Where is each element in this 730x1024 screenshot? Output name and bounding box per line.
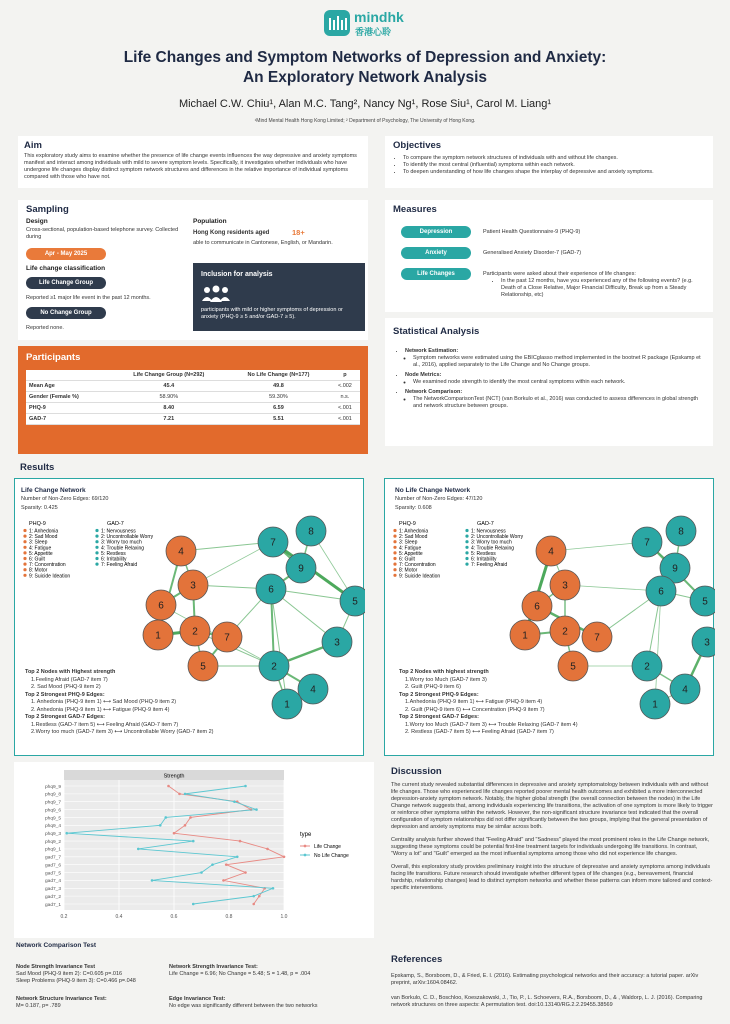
legend-marker [23, 529, 26, 532]
legend-marker [393, 568, 396, 571]
data-point [173, 832, 176, 835]
node-label: 8 [308, 526, 314, 538]
legend-item: 4: Fatigue [29, 545, 52, 552]
references-section [391, 954, 713, 1009]
x-tick-label: 0.8 [225, 914, 233, 920]
y-tick-label: gad7_2 [44, 894, 61, 900]
x-tick-label: 0.2 [60, 914, 68, 920]
legend-marker [23, 540, 26, 543]
legend-label: Life Change [314, 844, 341, 850]
legend-item: 5: Restless [101, 550, 126, 557]
legend-item: 4: Trouble Relaxing [471, 545, 515, 552]
depression-text: Patient Health Questionnaire-9 (PHQ-9) [483, 229, 581, 235]
no-change-network-card [384, 478, 714, 756]
node-label: 4 [548, 546, 554, 558]
design-text: Cross-sectional, population-based telephone survey. Collected during [26, 227, 179, 240]
legend-item: 8: Motor [399, 567, 418, 574]
node-label: 4 [682, 684, 688, 696]
legend-item: 7: Concentration [29, 562, 66, 569]
legend-marker [465, 557, 468, 560]
lc-sparsity: Sparsity: 0.425 [21, 505, 58, 511]
data-point [184, 824, 187, 827]
table-row: GAD-7 7.21 5.51 <.001 [26, 414, 360, 425]
discussion-title: Discussion [391, 766, 442, 777]
node-label: 9 [298, 563, 304, 575]
pop-text1: Hong Kong residents aged [193, 230, 270, 236]
aim-card [18, 136, 368, 188]
node-label: 3 [562, 580, 568, 592]
y-tick-label: gad7_4 [44, 879, 61, 885]
data-point [225, 863, 228, 866]
node-label: 7 [270, 537, 276, 549]
y-tick-label: gad7_7 [44, 855, 61, 861]
pop-label: Population [193, 218, 227, 225]
measures-title: Measures [393, 204, 437, 215]
node-label: 1 [652, 699, 658, 711]
legend-marker [23, 546, 26, 549]
stats-head: • Network Estimation: [405, 348, 707, 355]
legend-marker [393, 551, 396, 554]
x-tick-label: 1.0 [280, 914, 288, 920]
legend-item: 4: Fatigue [399, 545, 422, 552]
stats-title: Statistical Analysis [393, 326, 480, 337]
depression-pill: Depression [401, 226, 471, 238]
nct-section [16, 942, 376, 1022]
data-point [233, 800, 236, 803]
legend-marker [23, 551, 26, 554]
data-point [211, 863, 214, 866]
life-changes-bullet-item: • In the past 12 months, have you experienced any of the following events? (e.g. Death of a Close Relative, Major Financial Difficulty, Break up from a Steady Relationship, etc) [501, 278, 706, 299]
discussion-p2: Centrality analysis further showed that "Feeling Afraid" and "Sadness" played the most prominent roles in the Life Change network, suggesting these symptoms could be potential first-line treatment targets for individuals undergoing life transitions. In contrast, "Worry a lot" and "Guilt" emerged as the most influential symptoms among those who did not experience life changes. [391, 837, 710, 857]
aim-text: This exploratory study aims to examine whether the presence of life change events influences the way depressive and anxiety symptoms manifest and interact among individuals with mild to severe symptom levels. Specifically, it investigates whether individuals who have undergone life changes display distinct symptom network structures and differences in the relative importance of individual symptoms compared with those who have not. [24, 153, 357, 180]
legend-marker [465, 546, 468, 549]
legend-marker [393, 535, 396, 538]
legend-item: 2: Uncontrollable Worry [101, 534, 154, 541]
gs-title: Network Strength Invariance Test: [169, 964, 258, 970]
lc-gad-edge: 1.Restless (GAD-7 item 5) ⟷ Feeling Afraid (GAD-7 item 7) [31, 721, 179, 728]
legend-marker [23, 535, 26, 538]
legend-item: 1: Nervousness [101, 528, 136, 535]
y-tick-label: gad7_5 [44, 871, 61, 877]
node-label: 1 [284, 699, 290, 711]
objectives-card [385, 136, 713, 188]
data-point [184, 793, 187, 796]
affiliations: ¹Mind Mental Health Hong Kong Limited; ² Department of Psychology, The University of Hong Kong. [254, 118, 476, 124]
legend-marker [393, 529, 396, 532]
node-label: 2 [562, 626, 568, 638]
nc-gad-edge: 1.Worry too Much (GAD-7 item 3) ⟷ Trouble Relaxing (GAD-7 item 4) [405, 721, 578, 728]
logo-name: mindhk [354, 9, 404, 25]
data-point [192, 903, 195, 906]
data-point [252, 903, 255, 906]
lc-phq-title: Top 2 Strongest PHQ-9 Edges: [25, 691, 105, 698]
table-header: Life Change Group (N=292) [110, 370, 227, 381]
y-tick-label: phq9_5 [44, 816, 61, 822]
authors: Michael C.W. Chiu¹, Alan M.C. Tang², Nancy Ng¹, Rose Siu¹, Carol M. Liang¹ [178, 98, 552, 110]
anxiety-pill: Anxiety [401, 247, 471, 259]
strength-chart [14, 762, 374, 938]
legend-item: 8: Motor [29, 567, 48, 574]
data-point [239, 840, 242, 843]
node-label: 5 [200, 661, 206, 673]
life-change-network-card [14, 478, 364, 756]
data-point [164, 816, 167, 819]
sampling-title: Sampling [26, 204, 69, 215]
objective-item: • To identify the most central (influential) symptoms within each network. [403, 162, 708, 169]
nc-top-nodes-title: Top 2 Nodes with highest strength [399, 669, 489, 675]
legend-item: 2: Sad Mood [29, 534, 58, 541]
data-point [159, 824, 162, 827]
legend-item: 7: Concentration [399, 562, 436, 569]
legend-title: type [300, 832, 312, 838]
y-tick-label: phq9_7 [44, 800, 61, 806]
reference-item: Epskamp, S., Borsboom, D., & Fried, E. I. (2016). Estimating psychological networks and their accuracy: a tutorial paper. arXiv preprint, arXiv:1604.08462. [391, 973, 699, 986]
legend-item: 4: Trouble Relaxing [101, 545, 145, 552]
legend-marker [23, 568, 26, 571]
legend-item: 3: Worry too much [101, 539, 142, 546]
page-title [0, 48, 730, 88]
lcc-label: Life change classification [26, 265, 106, 272]
node-label: 2 [644, 661, 650, 673]
age-badge: 18+ [292, 228, 305, 237]
gs-result: Life Change = 6.96; No Change = 5.48; S = 1.48, p = .004 [169, 971, 311, 977]
legend-item: 2: Sad Mood [399, 534, 428, 541]
nc-top-node: 1.Worry too Much (GAD-7 item 3) [405, 676, 487, 683]
node-label: 5 [570, 661, 576, 673]
lc-phq-edge: 1. Anhedonia (PHQ-9 item 1) ⟷ Sad Mood (PHQ-9 item 2) [31, 699, 177, 705]
data-point [151, 879, 154, 882]
legend-item: 6: Guilt [29, 556, 45, 563]
y-tick-label: gad7_3 [44, 887, 61, 893]
data-point [272, 887, 275, 890]
legend-marker [393, 540, 396, 543]
anxiety-text: Generalised Anxiety Disorder-7 (GAD-7) [483, 250, 582, 256]
legend-marker [23, 574, 26, 577]
y-tick-label: phq9_8 [44, 792, 61, 798]
node-label: 2 [271, 661, 277, 673]
node-label: 5 [352, 596, 358, 608]
data-point [244, 785, 247, 788]
nc-net-title: No Life Change Network [395, 487, 471, 494]
pop-text2: able to communicate in Cantonese, English, or Mandarin. [193, 240, 333, 246]
data-point [167, 785, 170, 788]
measures-card [385, 200, 713, 312]
table-header: No Life Change (N=177) [227, 370, 330, 381]
node-label: 6 [658, 586, 664, 598]
legend-gad-title: GAD-7 [477, 521, 494, 527]
legend-item: 6: Guilt [399, 556, 415, 563]
discussion-section [391, 766, 713, 892]
legend-marker [95, 540, 98, 543]
legend-marker [393, 557, 396, 560]
node-label: 6 [534, 601, 540, 613]
inclusion-title: Inclusion for analysis [201, 271, 273, 278]
nc-phq-edge: 1.Anhedonia (PHQ-9 item 1) ⟷ Fatigue (PHQ-9 item 4) [405, 699, 543, 705]
data-point [283, 856, 286, 859]
ncg-text: Reported none. [26, 325, 64, 331]
results-title: Results [20, 462, 55, 473]
title-line2: An Exploratory Network Analysis [242, 69, 488, 86]
y-tick-label: gad7_1 [44, 902, 61, 908]
node-label: 6 [268, 584, 274, 596]
legend-marker [95, 535, 98, 538]
people-icon [201, 285, 231, 303]
node-label: 2 [192, 626, 198, 638]
inclusion-box [193, 263, 365, 331]
life-changes-bullet [491, 278, 706, 299]
data-point [222, 879, 225, 882]
legend-item: 7: Feeling Afraid [471, 562, 508, 569]
legend-marker [393, 574, 396, 577]
nct-title: Network Comparison Test [16, 942, 97, 949]
nc-phq-edge: 2. Guilt (PHQ-9 item 6) ⟷ Concentration (PHQ-9 item 7) [405, 706, 545, 713]
legend-marker [393, 563, 396, 566]
y-tick-label: gad7_6 [44, 863, 61, 869]
objectives-title: Objectives [393, 140, 442, 151]
node-label: 3 [190, 580, 196, 592]
legend-item: 5: Appetite [29, 550, 53, 557]
legend-marker [95, 546, 98, 549]
table-row: Gender (Female %) 58.90% 59.30% n.s. [26, 392, 360, 403]
participants-card [18, 346, 368, 454]
node-label: 4 [178, 546, 184, 558]
lcg-text: Reported ≥1 major life event in the past 12 months. [26, 295, 151, 301]
lc-edges: Number of Non-Zero Edges: 69/120 [21, 496, 109, 502]
legend-item: 5: Restless [471, 550, 496, 557]
data-point [189, 816, 192, 819]
ei-title: Edge Invariance Test: [169, 996, 226, 1002]
references-title: References [391, 954, 443, 965]
life-changes-text: Participants were asked about their experience of life changes: [483, 271, 636, 277]
stats-text: ◦ The NetworkComparisonTest (NCT) (van Borkulo et al., 2016) was conducted to assess differences in global strength and network structure between groups. [413, 396, 707, 410]
legend-item: 1: Anhedonia [29, 528, 59, 535]
stats-card [385, 318, 713, 446]
st-title: Network Structure Invariance Test: [16, 996, 107, 1002]
data-point [236, 856, 239, 859]
legend-item: 7: Feeling Afraid [101, 562, 138, 569]
stats-text: ◦ Symptom networks were estimated using the EBICglasso method implemented in the bootnet R package (Epskamp et al., 2016), applied separately to the Life Change and No Change groups. [413, 355, 707, 369]
data-point [137, 848, 140, 851]
legend-item: 3: Worry too much [471, 539, 512, 546]
lcg-pill: Life Change Group [26, 277, 106, 289]
lc-net-title: Life Change Network [21, 487, 86, 494]
inclusion-text: participants with mild or higher symptoms of depression or anxiety (PHQ-9 ≥ 5 and/or GAD-7 ≥ 5). [201, 307, 343, 320]
legend-item: 5: Appetite [399, 550, 423, 557]
y-tick-label: phq9_3 [44, 832, 61, 837]
chart-title: Strength [163, 773, 185, 780]
nc-sparsity: Sparsity: 0.608 [395, 505, 432, 511]
table-header: p [330, 370, 360, 381]
lc-summary [25, 669, 355, 737]
discussion-p1: The current study revealed substantial differences in depressive and anxiety symptomatology between individuals with and without life changes. Those who experienced life changes reported poorer mental health outcomes and exhibited a more interconnected depression-anxiety symptom network. Notably, the higher global strength (the overall connection between the nodes) in the Life Change network suggests that, among individuals experiencing life transitions, the activation of one symptom is more likely to trigger or reinforce other symptoms within the network. However, the non-significant structure invariance test indicated that the overall configuration of symptom relationships did not differ significantly between the two groups, implying that the general presentation of depression and anxiety symptoms may be similar across both. [391, 782, 713, 830]
node-label: 7 [594, 632, 600, 644]
lc-top-node: 1.Feeling Afraid (GAD-7 item 7) [31, 676, 108, 683]
legend-marker [304, 845, 307, 848]
legend-item: 3: Sleep [29, 539, 48, 546]
legend-marker [465, 535, 468, 538]
node-label: 5 [702, 596, 708, 608]
legend-label: No Life Change [314, 853, 349, 859]
node-label: 8 [678, 526, 684, 538]
nc-gad-title: Top 2 Strongest GAD-7 Edges: [399, 714, 479, 720]
st-result: M= 0.187, p= .789 [16, 1003, 61, 1009]
nc-gad-edge: 2. Restless (GAD-7 item 5) ⟷ Feeling Afraid (GAD-7 item 7) [405, 729, 554, 735]
ncg-pill: No Change Group [26, 307, 106, 319]
participants-title: Participants [26, 352, 81, 363]
stats-text: ◦ We examined node strength to identify the most central symptoms within each network. [413, 379, 707, 386]
node-label: 3 [334, 637, 340, 649]
legend-item: 6: Irritability [471, 556, 497, 563]
lc-phq-edge: 2. Anhedonia (PHQ-9 item 1) ⟷ Fatigue (PHQ-9 item 4) [31, 706, 170, 713]
objective-item: • To compare the symptom network structures of individuals with and without life changes. [403, 155, 708, 162]
logo [322, 8, 412, 40]
stats-list [395, 348, 707, 410]
data-point [252, 895, 255, 898]
y-tick-label: phq9_1 [44, 847, 61, 853]
discussion-p3: Overall, this exploratory study provides preliminary insight into the structure of depressive and anxiety symptoms among individuals facing life transitions. Future research should investigate whether different types of life changes (e.g., bereavement, financial hardship, relationship changes) lead to distinct symptom networks and whether these patterns can inform more tailored and context-specific interventions. [391, 864, 713, 891]
legend-marker [304, 854, 307, 857]
participants-table [26, 370, 360, 425]
legend-marker [465, 551, 468, 554]
legend-marker [23, 563, 26, 566]
y-tick-label: phq9_9 [44, 784, 61, 790]
y-tick-label: phq9_2 [44, 839, 61, 845]
y-tick-label: phq9_6 [44, 808, 61, 814]
node-label: 4 [310, 684, 316, 696]
node-label: 1 [155, 630, 161, 642]
legend-item: 1: Nervousness [471, 528, 506, 535]
lc-top-nodes-title: Top 2 Nodes with Highest strength [25, 669, 116, 675]
legend-gad-title: GAD-7 [107, 521, 124, 527]
aim-title: Aim [24, 140, 42, 151]
sampling-card [18, 200, 368, 340]
lc-top-node: 2. Sad Mood (PHQ-9 item 2) [31, 684, 101, 690]
table-row: Mean Age 45.4 49.8 <.002 [26, 381, 360, 392]
data-point [244, 871, 247, 874]
node-label: 7 [644, 537, 650, 549]
y-tick-label: phq9_4 [44, 824, 61, 830]
data-point [255, 808, 258, 811]
legend-phq-title: PHQ-9 [399, 521, 416, 527]
objectives-list [393, 155, 708, 176]
legend-item: 3: Sleep [399, 539, 418, 546]
data-point [266, 848, 269, 851]
legend-marker [465, 529, 468, 532]
strength-chart-card [14, 762, 374, 938]
data-point [65, 832, 68, 835]
legend-marker [393, 546, 396, 549]
node-label: 9 [672, 563, 678, 575]
ns-result: Sad Mood (PHQ-9 item 2): C=0.605 p=.016 [16, 971, 123, 977]
legend-item: 9: Suicide Ideation [29, 573, 71, 580]
logo-icon [322, 8, 352, 38]
nc-edges: Number of Non-Zero Edges: 47/120 [395, 496, 483, 502]
x-tick-label: 0.6 [170, 914, 178, 920]
legend-marker [95, 563, 98, 566]
data-point [258, 895, 261, 898]
ei-result: No edge was significantly different between the two networks [169, 1003, 318, 1009]
node-label: 6 [158, 600, 164, 612]
legend-item: 6: Irritability [101, 556, 127, 563]
data-point [200, 871, 203, 874]
lc-gad-title: Top 2 Strongest GAD-7 Edges: [25, 714, 105, 720]
reference-item: van Borkulo, C. D., Boschloo, Koeszakowski, J., Tio, P., L. Schoevers, R.A., Borsboom, D., & , Waldorp, L. J. (2016). Comparing network structures on three aspects: A permutation test. doi:10.13140/RG.2.2.29455.38569 [391, 995, 703, 1008]
dates-pill: Apr - May 2025 [26, 248, 106, 260]
legend-marker [95, 529, 98, 532]
legend-item: 1: Anhedonia [399, 528, 429, 535]
x-tick-label: 0.4 [115, 914, 123, 920]
lc-gad-edge: 2.Worry too much (GAD-7 item 3) ⟷ Uncontrollable Worry (GAD-7 item 2) [31, 729, 214, 735]
stats-head: • Network Comparison: [405, 389, 707, 396]
legend-marker [95, 551, 98, 554]
node-label: 7 [224, 632, 230, 644]
legend-marker [23, 557, 26, 560]
data-point [192, 840, 195, 843]
nc-phq-title: Top 2 Strongest PHQ-9 Edges: [399, 691, 479, 698]
nc-summary [399, 669, 709, 737]
design-label: Design [26, 218, 48, 225]
legend-marker [465, 563, 468, 566]
ns-title: Node Strength Invariance Test [16, 964, 96, 970]
stats-head: • Node Metrics: [405, 372, 707, 379]
table-row: PHQ-9 8.40 6.59 <.001 [26, 403, 360, 414]
objective-item: • To deepen understanding of how life changes shape the interplay of depressive and anxiety symptoms. [403, 169, 708, 176]
legend-item: 9: Suicide Ideation [399, 573, 441, 580]
ns-result: Sleep Problems (PHQ-9 item 3): C=0.466 p=.048 [16, 978, 136, 984]
node-label: 3 [704, 637, 710, 649]
legend-item: 2: Uncontrollable Worry [471, 534, 524, 541]
legend-phq-title: PHQ-9 [29, 521, 46, 527]
node-label: 1 [522, 630, 528, 642]
table-header [26, 370, 110, 381]
nc-top-node: 2. Guilt (PHQ-9 item 6) [405, 684, 461, 690]
logo-chinese: 香港心聆 [355, 27, 392, 37]
title-line1: Life Changes and Symptom Networks of Depression and Anxiety: [123, 49, 607, 66]
legend-marker [465, 540, 468, 543]
life-changes-pill: Life Changes [401, 268, 471, 280]
data-point [178, 793, 181, 796]
legend-marker [95, 557, 98, 560]
